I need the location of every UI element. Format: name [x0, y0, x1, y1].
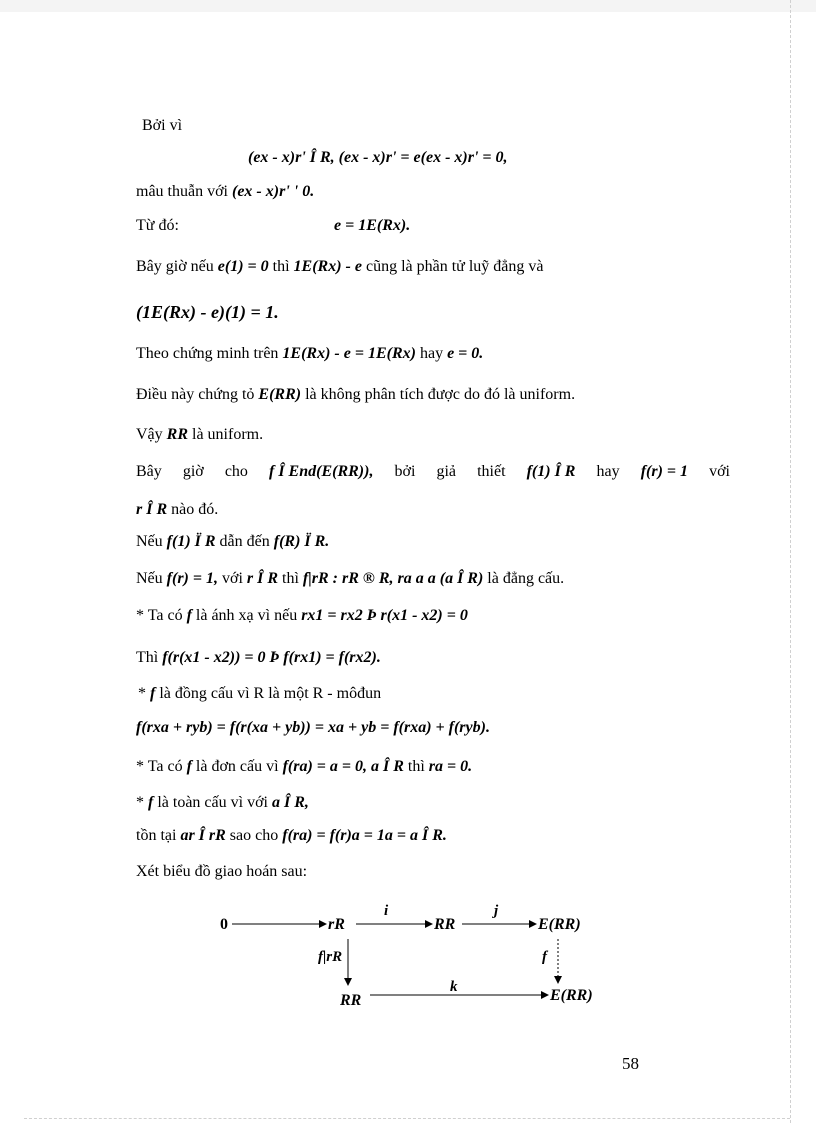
commutative-diagram	[200, 895, 640, 1025]
line-thi	[136, 648, 381, 668]
math: f(r) = 1	[640, 463, 689, 480]
math: f	[150, 685, 156, 702]
line-ton-tai	[136, 826, 447, 846]
math: f(ra) = a = 0, a Î R	[282, 758, 404, 775]
text: thì	[272, 258, 290, 275]
math: (ex - x)r' ' 0.	[232, 183, 315, 200]
math: a Î R,	[271, 794, 309, 811]
word: Bây	[136, 463, 162, 480]
text: dẫn đến	[219, 533, 270, 550]
label-f-restricted: f|rR	[318, 949, 343, 965]
page-bottom-border	[24, 1118, 790, 1119]
node-rR: rR	[328, 916, 345, 933]
line-don-cau	[136, 757, 472, 777]
math: E(RR)	[258, 386, 302, 403]
text: là đồng cấu vì R là một R - môđun	[159, 685, 382, 702]
line-homomorphism	[136, 718, 490, 738]
text: cũng là phần tử luỹ đẳng và	[365, 258, 544, 275]
math: f	[186, 758, 192, 775]
text: sao cho	[229, 827, 279, 844]
page-right-border	[790, 0, 791, 1123]
text: thì	[282, 570, 299, 587]
math: ar Î rR	[180, 827, 226, 844]
text: là ánh xạ vì nếu	[195, 607, 298, 624]
text: Nếu	[136, 570, 163, 587]
line-bay-gio-cho	[136, 462, 730, 482]
text: là không phân tích được do đó là uniform.	[305, 386, 576, 403]
line-dong-cau	[138, 684, 381, 704]
text: *	[138, 685, 146, 702]
math: r Î R	[246, 570, 279, 587]
math: r Î R	[136, 501, 168, 518]
text: Thì	[136, 649, 159, 666]
line-nao-do	[136, 500, 218, 520]
word: giả	[436, 463, 457, 480]
text: *	[136, 794, 144, 811]
word: hay	[596, 463, 620, 480]
line-toan-cau	[136, 793, 309, 813]
line-neu-1	[136, 532, 329, 552]
text: nào đó.	[171, 501, 219, 518]
word: với	[709, 463, 730, 480]
line-theo-chung-minh	[136, 344, 483, 364]
node-ER-top: E(RR)	[538, 916, 581, 933]
text: hay	[419, 345, 444, 362]
line-bay-gio	[136, 257, 544, 277]
text: Nếu	[136, 533, 163, 550]
text: tồn tại	[136, 827, 177, 844]
text: * Ta có	[136, 758, 183, 775]
math: e = 0.	[447, 345, 484, 362]
line-neu-2	[136, 569, 564, 589]
word: bởi	[394, 463, 416, 480]
label-k: k	[450, 979, 458, 995]
line-xet-bieu-do	[136, 862, 307, 882]
line-dieu-nay	[136, 385, 575, 405]
math: f(R) Ï R.	[273, 533, 330, 550]
node-zero: 0	[220, 916, 228, 933]
line-tu-do	[136, 216, 411, 236]
text: Bởi vì	[142, 117, 183, 134]
math: f(r(x1 - x2)) = 0 Þ f(rx1) = f(rx2).	[162, 649, 381, 666]
top-scan-band	[0, 0, 816, 12]
math: e = 1E(Rx).	[334, 217, 411, 234]
text: * Ta có	[136, 607, 183, 624]
math: RR	[166, 426, 188, 443]
math: (ex - x)r' Î R, (ex - x)r' = e(ex - x)r' = 0,	[248, 149, 508, 166]
node-RR: RR	[434, 916, 456, 933]
text: là đơn cấu vì	[195, 758, 279, 775]
page-number: 58	[622, 1054, 639, 1073]
text: là toàn cấu vì với	[157, 794, 268, 811]
equation-1	[248, 148, 508, 168]
math: ra = 0.	[428, 758, 473, 775]
math: 1E(Rx) - e	[293, 258, 362, 275]
text: thì	[407, 758, 425, 775]
word: cho	[224, 463, 248, 480]
text: Từ đó:	[136, 217, 179, 234]
label-i: i	[384, 903, 389, 919]
line-contradiction	[136, 182, 314, 202]
math: f(rxa + ryb) = f(r(xa + yb)) = xa + yb = f(rxa) + f(ryb).	[136, 719, 490, 736]
text: Theo chứng minh trên	[136, 345, 279, 362]
node-RR-bottom: RR	[340, 992, 362, 1009]
line-identity	[136, 302, 279, 324]
math: f	[148, 794, 154, 811]
math: f|rR : rR ® R, ra a a (a Î R)	[302, 570, 484, 587]
text: Vậy	[136, 426, 163, 443]
label-j: j	[494, 903, 499, 919]
text: mâu thuẫn với	[136, 183, 228, 200]
label-f: f	[542, 949, 547, 965]
node-ER-bottom: E(RR)	[550, 987, 593, 1004]
math: f(1) Ï R	[166, 533, 216, 550]
text: Xét biểu đồ giao hoán sau:	[136, 863, 308, 880]
line-boi-vi	[142, 116, 182, 136]
math: f(ra) = f(r)a = 1a = a Î R.	[282, 827, 447, 844]
word: giờ	[182, 463, 204, 480]
math: e(1) = 0	[217, 258, 269, 275]
math: f	[186, 607, 192, 624]
math: f(r) = 1,	[166, 570, 218, 587]
text: là uniform.	[192, 426, 264, 443]
text: Bây giờ nếu	[136, 258, 214, 275]
text: với	[221, 570, 243, 587]
math: f Î End(E(RR)),	[268, 463, 374, 480]
text: là đẳng cấu.	[487, 570, 565, 587]
math: 1E(Rx) - e = 1E(Rx)	[282, 345, 416, 362]
word: thiết	[477, 463, 506, 480]
math: f(1) Î R	[526, 463, 576, 480]
text: Điều này chứng tỏ	[136, 386, 255, 403]
line-vay	[136, 425, 263, 445]
line-anh-xa	[136, 606, 468, 626]
math: (1E(Rx) - e)(1) = 1.	[136, 302, 279, 322]
math: rx1 = rx2 Þ r(x1 - x2) = 0	[301, 607, 468, 624]
